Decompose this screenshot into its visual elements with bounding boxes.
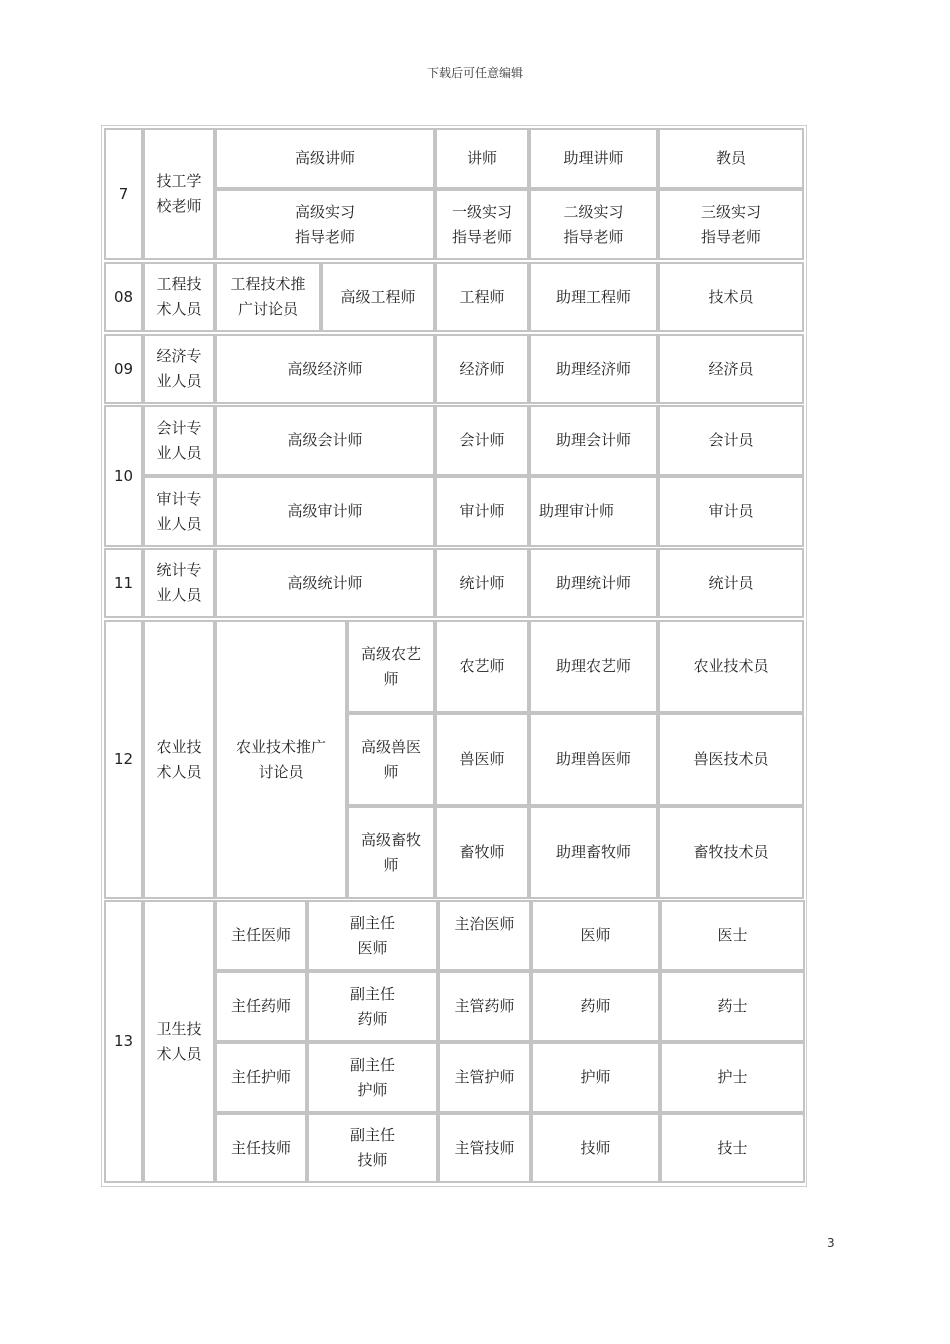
table-cell: 主任技师 xyxy=(215,1113,307,1183)
table-cell: 药师 xyxy=(531,971,660,1042)
category-label: 农业技 术人员 xyxy=(143,620,215,899)
table-cell: 助理农艺师 xyxy=(529,620,658,713)
table-cell: 助理会计师 xyxy=(529,405,658,476)
table-cell: 高级讲师 xyxy=(215,128,435,189)
category-label: 审计专 业人员 xyxy=(143,476,215,547)
category-label: 工程技 术人员 xyxy=(143,262,215,332)
table-cell: 高级工程师 xyxy=(321,262,435,332)
table-cell: 工程师 xyxy=(435,262,529,332)
table-cell: 兽医师 xyxy=(435,713,529,806)
table-cell: 助理兽医师 xyxy=(529,713,658,806)
category-label: 卫生技 术人员 xyxy=(143,900,215,1183)
table-cell: 主任药师 xyxy=(215,971,307,1042)
row-number: 10 xyxy=(104,405,143,547)
table-cell: 高级审计师 xyxy=(215,476,435,547)
table-cell: 助理统计师 xyxy=(529,548,658,618)
category-label: 经济专 业人员 xyxy=(143,334,215,404)
table-cell: 副主任 技师 xyxy=(307,1113,438,1183)
table-cell: 工程技术推 广讨论员 xyxy=(215,262,321,332)
table-cell: 主治医师 xyxy=(438,900,531,971)
table-cell: 主管护师 xyxy=(438,1042,531,1113)
table-cell: 副主任 医师 xyxy=(307,900,438,971)
row-number: 11 xyxy=(104,548,143,618)
table-cell: 高级会计师 xyxy=(215,405,435,476)
table-cell: 农艺师 xyxy=(435,620,529,713)
table-cell: 技士 xyxy=(660,1113,805,1183)
table-cell: 副主任 药师 xyxy=(307,971,438,1042)
table-cell: 三级实习 指导老师 xyxy=(658,189,804,260)
table-cell: 会计师 xyxy=(435,405,529,476)
table-cell: 主任医师 xyxy=(215,900,307,971)
table-cell: 统计师 xyxy=(435,548,529,618)
table-cell: 农业技术推广 讨论员 xyxy=(215,620,347,899)
table-cell: 高级畜牧 师 xyxy=(347,806,435,899)
table-cell: 高级实习 指导老师 xyxy=(215,189,435,260)
table-cell: 技师 xyxy=(531,1113,660,1183)
table-cell: 助理畜牧师 xyxy=(529,806,658,899)
row-number: 08 xyxy=(104,262,143,332)
table-cell: 畜牧师 xyxy=(435,806,529,899)
table-cell: 药士 xyxy=(660,971,805,1042)
row-number: 7 xyxy=(104,128,143,260)
table-cell: 经济师 xyxy=(435,334,529,404)
table-cell: 助理审计师 xyxy=(529,476,658,547)
table-cell: 审计员 xyxy=(658,476,804,547)
table-cell: 主管技师 xyxy=(438,1113,531,1183)
table-cell: 助理讲师 xyxy=(529,128,658,189)
row-number: 09 xyxy=(104,334,143,404)
table-cell: 护士 xyxy=(660,1042,805,1113)
table-cell: 主管药师 xyxy=(438,971,531,1042)
table-cell: 二级实习 指导老师 xyxy=(529,189,658,260)
page-number: 3 xyxy=(827,1236,835,1250)
table-cell: 会计员 xyxy=(658,405,804,476)
table-cell: 技术员 xyxy=(658,262,804,332)
row-number: 13 xyxy=(104,900,143,1183)
table-cell: 审计师 xyxy=(435,476,529,547)
table-cell: 医士 xyxy=(660,900,805,971)
table-cell: 畜牧技术员 xyxy=(658,806,804,899)
table-cell: 助理工程师 xyxy=(529,262,658,332)
table-cell: 经济员 xyxy=(658,334,804,404)
table-cell: 助理经济师 xyxy=(529,334,658,404)
table-cell: 副主任 护师 xyxy=(307,1042,438,1113)
table-cell: 主任护师 xyxy=(215,1042,307,1113)
table-cell: 护师 xyxy=(531,1042,660,1113)
table-cell: 讲师 xyxy=(435,128,529,189)
table-cell: 高级农艺 师 xyxy=(347,620,435,713)
table-cell: 高级统计师 xyxy=(215,548,435,618)
table-cell: 农业技术员 xyxy=(658,620,804,713)
table-cell: 医师 xyxy=(531,900,660,971)
row-number: 12 xyxy=(104,620,143,899)
table-cell: 兽医技术员 xyxy=(658,713,804,806)
page-header: 下载后可任意编辑 xyxy=(426,66,523,80)
category-label: 统计专 业人员 xyxy=(143,548,215,618)
category-label: 技工学 校老师 xyxy=(143,128,215,260)
table-cell: 统计员 xyxy=(658,548,804,618)
table-cell: 高级兽医 师 xyxy=(347,713,435,806)
table-cell: 教员 xyxy=(658,128,804,189)
table-cell: 高级经济师 xyxy=(215,334,435,404)
category-label: 会计专 业人员 xyxy=(143,405,215,476)
table-cell: 一级实习 指导老师 xyxy=(435,189,529,260)
